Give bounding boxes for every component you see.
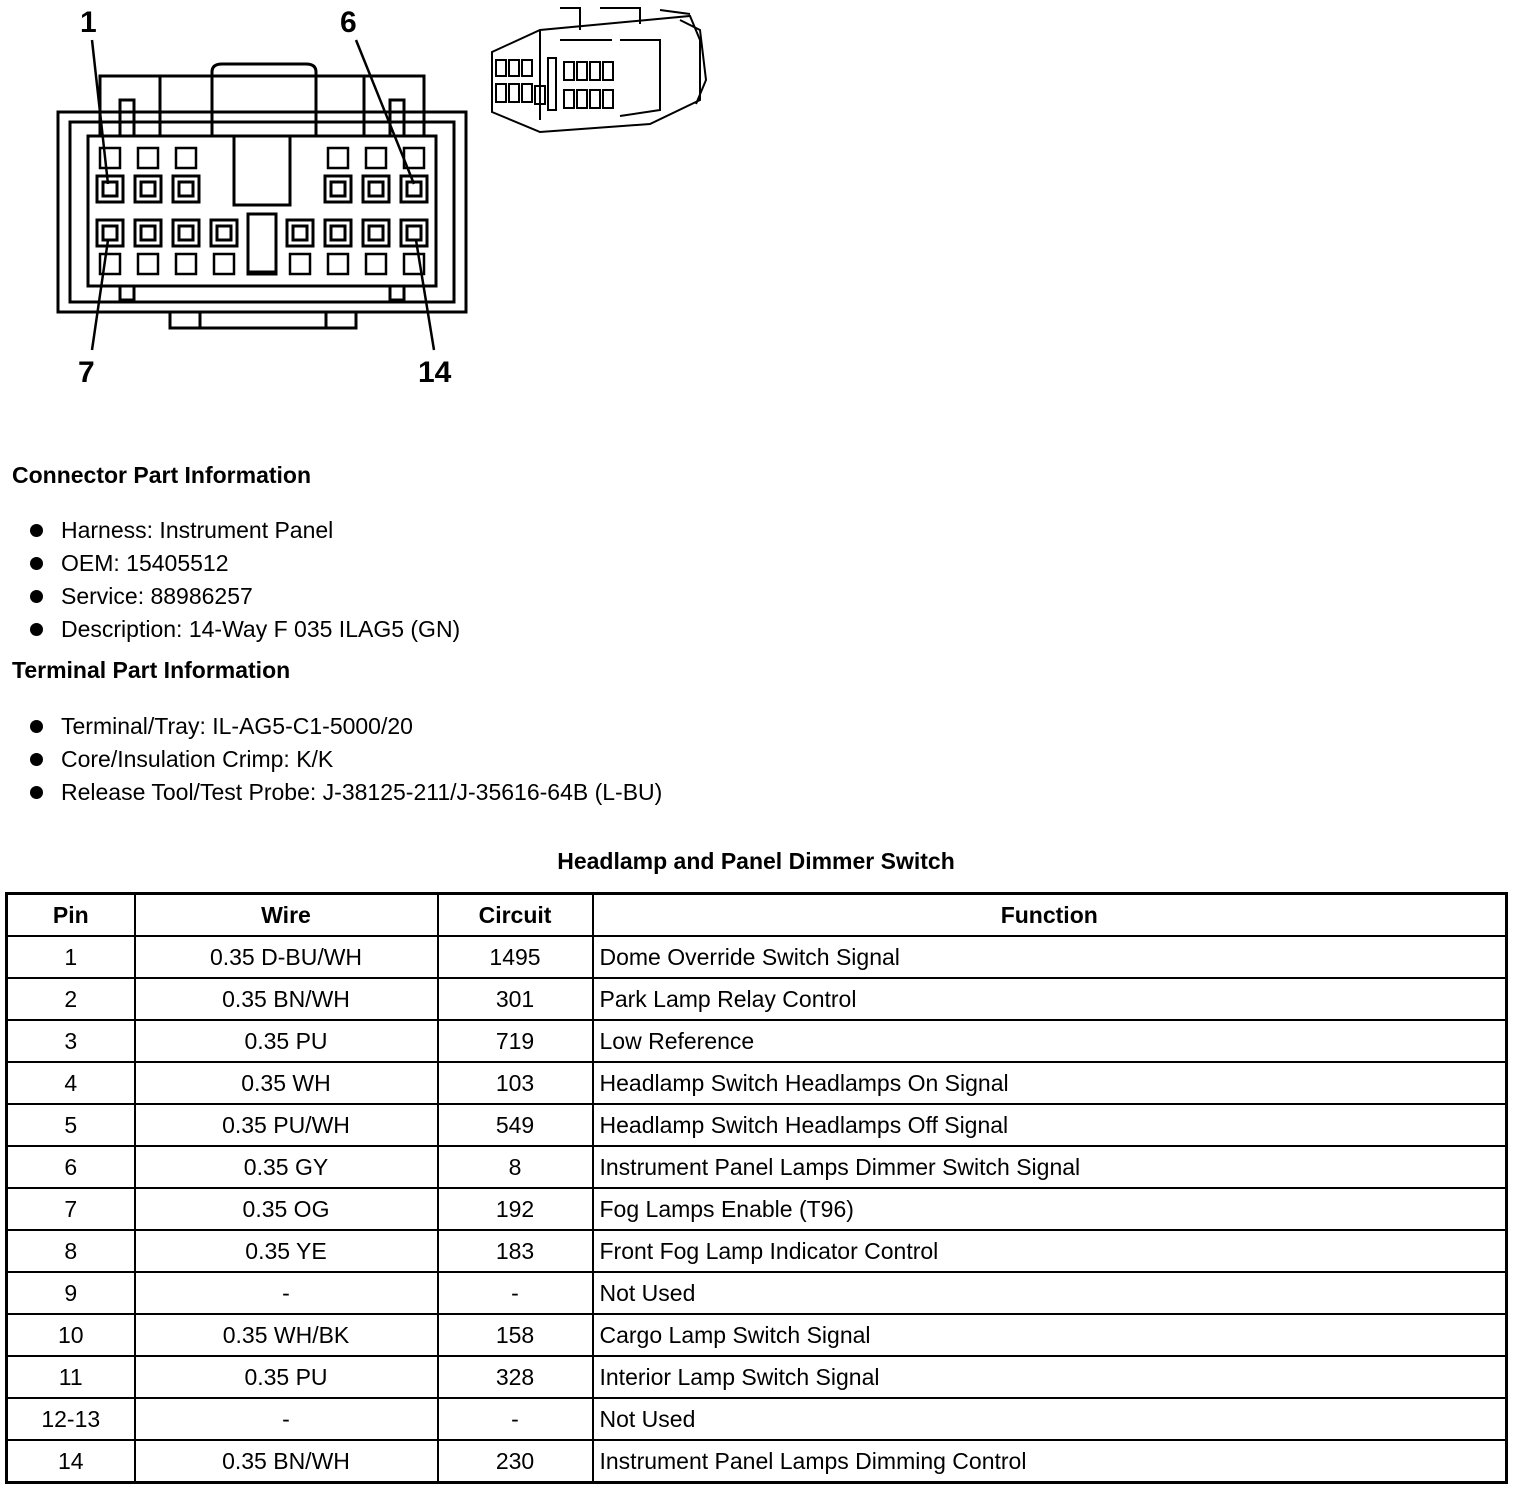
function-cell: Instrument Panel Lamps Dimming Control bbox=[593, 1440, 1507, 1483]
pin-callout-1: 1 bbox=[80, 6, 97, 39]
pin-cell: 5 bbox=[7, 1104, 135, 1146]
list-item: OEM: 15405512 bbox=[30, 547, 460, 580]
bullet-icon bbox=[30, 590, 43, 603]
circuit-cell: 549 bbox=[438, 1104, 593, 1146]
wire-cell: 0.35 PU/WH bbox=[135, 1104, 438, 1146]
bullet-icon bbox=[30, 753, 43, 766]
list-item: Service: 88986257 bbox=[30, 580, 460, 613]
terminal-info-list bbox=[30, 710, 662, 809]
pin-cell: 8 bbox=[7, 1230, 135, 1272]
column-header-wire: Wire bbox=[135, 894, 438, 937]
table-row bbox=[7, 1062, 1507, 1104]
list-item: Harness: Instrument Panel bbox=[30, 514, 460, 547]
bullet-icon bbox=[30, 623, 43, 636]
list-item: Release Tool/Test Probe: J-38125-211/J-35616-64B (L-BU) bbox=[30, 776, 662, 809]
table-row bbox=[7, 1104, 1507, 1146]
circuit-cell: 103 bbox=[438, 1062, 593, 1104]
pin-callout-7: 7 bbox=[78, 356, 95, 389]
list-item: Core/Insulation Crimp: K/K bbox=[30, 743, 662, 776]
pinout-table bbox=[5, 892, 1508, 1484]
connector-diagram bbox=[0, 0, 760, 420]
table-row bbox=[7, 978, 1507, 1020]
terminal-info-heading: Terminal Part Information bbox=[12, 657, 291, 683]
function-cell: Headlamp Switch Headlamps Off Signal bbox=[593, 1104, 1507, 1146]
pin-cell: 6 bbox=[7, 1146, 135, 1188]
column-header-circuit: Circuit bbox=[438, 894, 593, 937]
wire-cell: - bbox=[135, 1272, 438, 1314]
pin-cell: 2 bbox=[7, 978, 135, 1020]
function-cell: Front Fog Lamp Indicator Control bbox=[593, 1230, 1507, 1272]
pin-cell: 11 bbox=[7, 1356, 135, 1398]
pin-cell: 4 bbox=[7, 1062, 135, 1104]
bullet-icon bbox=[30, 720, 43, 733]
function-cell: Not Used bbox=[593, 1398, 1507, 1440]
pin-callout-14: 14 bbox=[418, 356, 452, 389]
table-header-row bbox=[7, 894, 1507, 937]
function-cell: Fog Lamps Enable (T96) bbox=[593, 1188, 1507, 1230]
circuit-cell: - bbox=[438, 1398, 593, 1440]
pin-cell: 3 bbox=[7, 1020, 135, 1062]
table-row bbox=[7, 1188, 1507, 1230]
pin-cell: 1 bbox=[7, 936, 135, 978]
table-body bbox=[7, 936, 1507, 1483]
connector-info-list bbox=[30, 514, 460, 646]
wire-cell: 0.35 BN/WH bbox=[135, 978, 438, 1020]
table-row bbox=[7, 1020, 1507, 1062]
connector-face-drawing bbox=[0, 0, 760, 420]
pin-callout-6: 6 bbox=[340, 6, 357, 39]
function-cell: Not Used bbox=[593, 1272, 1507, 1314]
table-row bbox=[7, 1356, 1507, 1398]
wire-cell: 0.35 WH/BK bbox=[135, 1314, 438, 1356]
circuit-cell: 719 bbox=[438, 1020, 593, 1062]
function-cell: Low Reference bbox=[593, 1020, 1507, 1062]
pin-cell: 7 bbox=[7, 1188, 135, 1230]
circuit-cell: 192 bbox=[438, 1188, 593, 1230]
table-row bbox=[7, 1230, 1507, 1272]
function-cell: Dome Override Switch Signal bbox=[593, 936, 1507, 978]
wire-cell: 0.35 BN/WH bbox=[135, 1440, 438, 1483]
column-header-pin: Pin bbox=[7, 894, 135, 937]
wire-cell: 0.35 OG bbox=[135, 1188, 438, 1230]
pin-cell: 9 bbox=[7, 1272, 135, 1314]
circuit-cell: 1495 bbox=[438, 936, 593, 978]
table-row bbox=[7, 1272, 1507, 1314]
wire-cell: 0.35 WH bbox=[135, 1062, 438, 1104]
connector-info-heading: Connector Part Information bbox=[12, 462, 312, 488]
circuit-cell: 328 bbox=[438, 1356, 593, 1398]
circuit-cell: 8 bbox=[438, 1146, 593, 1188]
circuit-cell: 183 bbox=[438, 1230, 593, 1272]
wire-cell: - bbox=[135, 1398, 438, 1440]
circuit-cell: 230 bbox=[438, 1440, 593, 1483]
table-row bbox=[7, 1440, 1507, 1483]
table-title: Headlamp and Panel Dimmer Switch bbox=[557, 848, 955, 874]
wire-cell: 0.35 PU bbox=[135, 1020, 438, 1062]
bullet-icon bbox=[30, 786, 43, 799]
circuit-cell: - bbox=[438, 1272, 593, 1314]
wire-cell: 0.35 D-BU/WH bbox=[135, 936, 438, 978]
function-cell: Headlamp Switch Headlamps On Signal bbox=[593, 1062, 1507, 1104]
table-row bbox=[7, 936, 1507, 978]
bullet-icon bbox=[30, 557, 43, 570]
wire-cell: 0.35 GY bbox=[135, 1146, 438, 1188]
function-cell: Park Lamp Relay Control bbox=[593, 978, 1507, 1020]
table-row bbox=[7, 1314, 1507, 1356]
pin-cell: 12-13 bbox=[7, 1398, 135, 1440]
table-row bbox=[7, 1398, 1507, 1440]
table-row bbox=[7, 1146, 1507, 1188]
wire-cell: 0.35 PU bbox=[135, 1356, 438, 1398]
function-cell: Interior Lamp Switch Signal bbox=[593, 1356, 1507, 1398]
bullet-icon bbox=[30, 524, 43, 537]
wire-cell: 0.35 YE bbox=[135, 1230, 438, 1272]
circuit-cell: 158 bbox=[438, 1314, 593, 1356]
list-item: Terminal/Tray: IL-AG5-C1-5000/20 bbox=[30, 710, 662, 743]
pin-cell: 14 bbox=[7, 1440, 135, 1483]
function-cell: Instrument Panel Lamps Dimmer Switch Signal bbox=[593, 1146, 1507, 1188]
pin-cell: 10 bbox=[7, 1314, 135, 1356]
function-cell: Cargo Lamp Switch Signal bbox=[593, 1314, 1507, 1356]
circuit-cell: 301 bbox=[438, 978, 593, 1020]
column-header-function: Function bbox=[593, 894, 1507, 937]
list-item: Description: 14-Way F 035 ILAG5 (GN) bbox=[30, 613, 460, 646]
